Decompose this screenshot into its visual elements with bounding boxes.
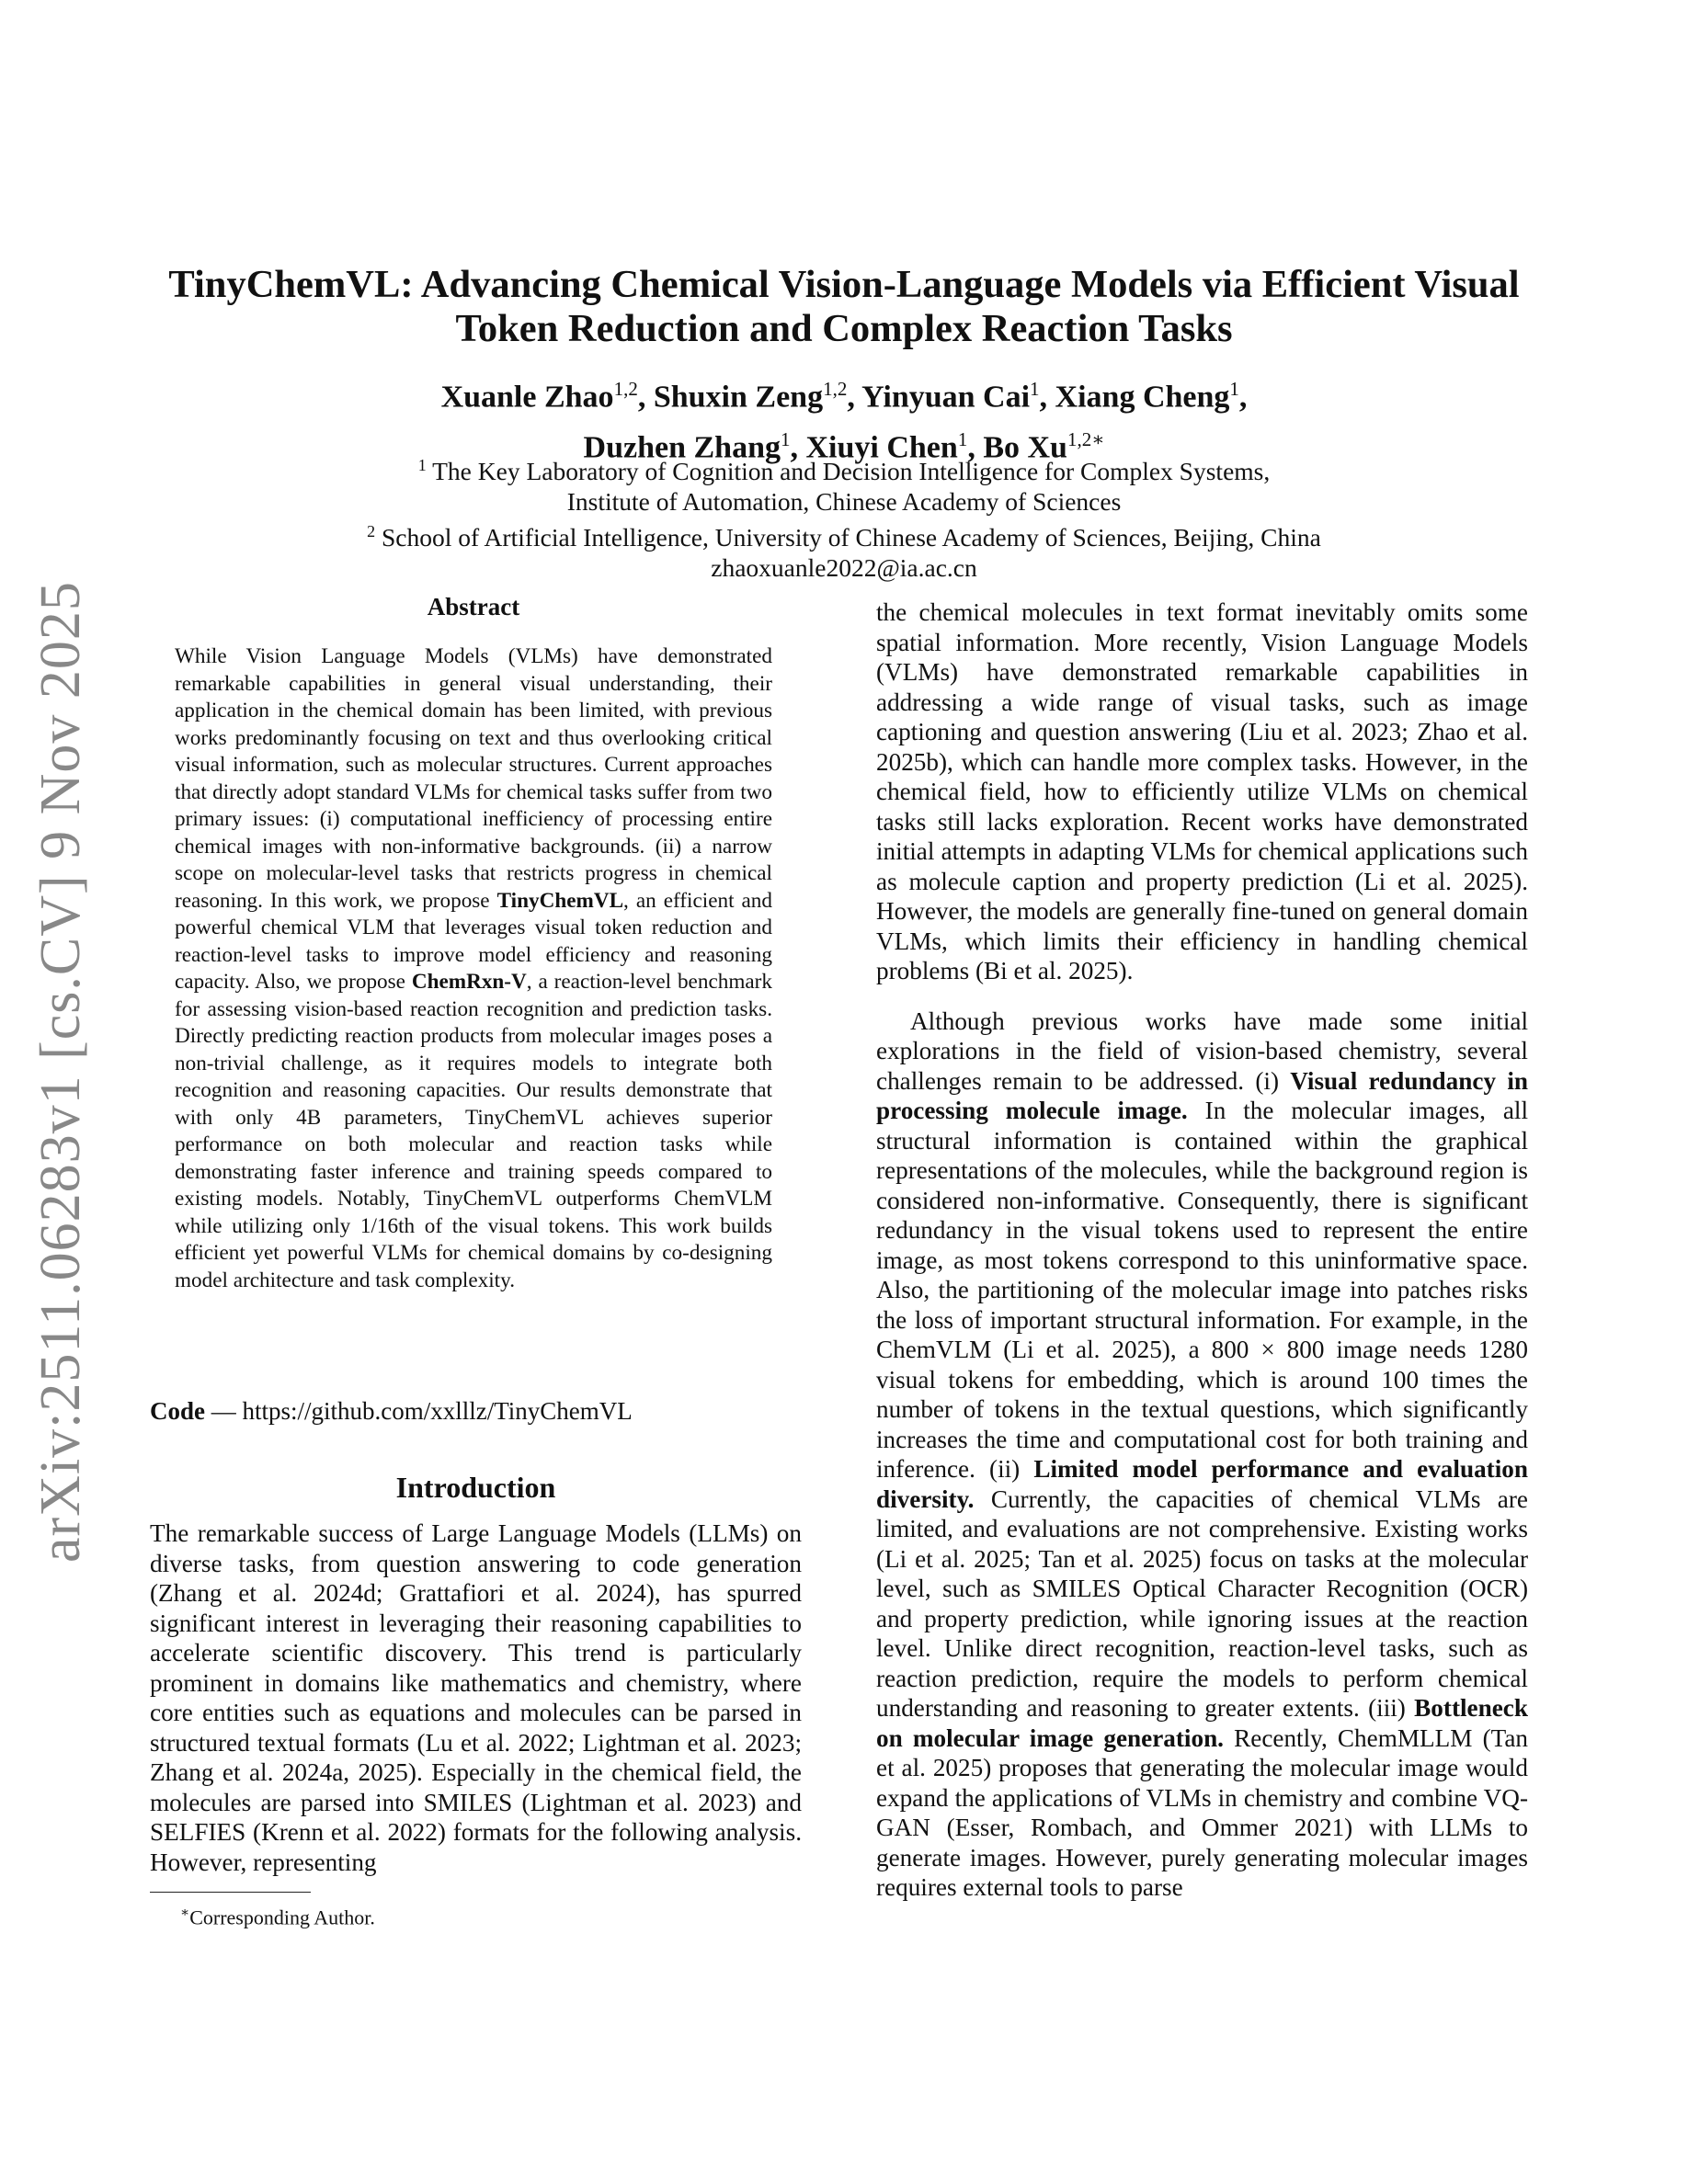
abstract-text: While Vision Language Models (VLMs) have demonstrated remarkable capabilities in general visual understanding, their application in the chemical domain has been limited, with previous works predominantly focusing on text and thus overlooking critical visual information, such as molecular structures. Current approaches that directly adopt standard VLMs for chemical tasks suffer from two primary issues: (i) computational inefficiency of processing entire chemical images with non-informative backgrounds. (ii) a narrow scope on molecular-level tasks that restricts progress in chemical reasoning. In this work, we propose [175,644,772,913]
abstract-model-name: TinyChemVL [496,888,624,913]
affiliation-2-line-1 [138,517,1550,553]
author-name: Xiuyi Chen [805,430,958,465]
title-line-1: TinyChemVL: Advancing Chemical Vision-Language Models via Efficient Visual [168,263,1520,306]
author-name: Duzhen Zhang [583,430,781,465]
affiliation-text: The Key Laboratory of Cognition and Decision Intelligence for Complex Systems, [426,457,1271,486]
footnote [180,1899,375,1931]
author-separator: , [1039,380,1055,415]
intro-paragraph-continued: the chemical molecules in text format inevitably omits some spatial information. More recently, Vision Language Models (VLMs) have demonstrated remarkable capabilities in addressing a wide range of visual tasks, such as image captioning and question answering (Liu et al. 2023; Zhao et al. 2025b), which can handle more complex tasks. However, in the chemical field, how to efficiently utilize VLMs on chemical tasks still lacks exploration. Recent works have demonstrated initial attempts in adapting VLMs for chemical applications such as molecule caption and property prediction (Li et al. 2025). However, the models are generally fine-tuned on general domain VLMs, which limits their efficiency in handling chemical problems (Bi et al. 2025). [876,598,1528,984]
paragraph-text: Currently, the capacities of chemical VLMs are limited, and evaluations are not comprehensive. Existing works (Li et al. 2025; Tan et al. 2025) focus on tasks at the molecular level, such as SMILES Optical Character Recognition (OCR) and property prediction, while ignoring issues at the reaction level. Unlike direct recognition, reaction-level tasks, such as reaction prediction, require the models to perform chemical understanding and reasoning to greater extents. (iii) [876,1484,1528,1722]
code-link-line [150,1395,802,1427]
challenge-2-title: Limited model performance and evaluation diversity. [876,1455,1528,1513]
author-affiliation: 1,2 [823,378,848,400]
abstract-benchmark-name: ChemRxn-V [411,970,527,994]
author-name: Yinyuan Cai [861,380,1031,415]
title-line-2: Token Reduction and Complex Reaction Tasks [455,307,1233,350]
affiliation-mark: 1 [417,456,427,474]
affiliation-1-line-1 [138,450,1550,487]
contact-email: zhaoxuanle2022@ia.ac.cn [711,552,977,582]
author-name: Bo Xu [983,430,1067,465]
affiliation-1-line-2: Institute of Automation, Chinese Academy of Sciences [566,486,1122,516]
challenge-3-title: Bottleneck on molecular image generation. [876,1694,1528,1752]
affiliation-text: School of Artificial Intelligence, University of Chinese Academy of Sciences, Beijing, China [375,523,1321,552]
footnote-mark: ∗ [180,1905,190,1920]
paragraph-text: In the molecular images, all structural information is contained within the graphical representations of the molecules, while the background region is considered non-informative. Consequently, there is significant redundancy in the visual tokens used to represent the entire image, as most tokens correspond to this uninformative space. Also, the partitioning of the molecular image into patches risks the loss of important structural information. For example, in the ChemVLM (Li et al. 2025), a 800 × 800 image needs 1280 visual tokens for embedding, which is around 100 times the number of tokens in the textual questions, which significantly increases the time and computational cost for both training and inference. (ii) [876,1097,1528,1483]
author-affiliation: 1 [780,428,791,451]
code-label: Code [150,1397,205,1425]
paragraph-text: Recently, ChemMLLM (Tan et al. 2025) proposes that generating the molecular image would expand the applications of VLMs in chemistry and combine VQ-GAN (Esser, Rombach, and Ommer 2021) with LLMs to generate images. However, purely generating molecular images requires external tools to parse [876,1723,1528,1901]
author-separator: , [847,380,862,415]
abstract-text: , an efficient and powerful chemical VLM that leverages visual token reduction and reaction-level tasks to improve model efficiency and reasoning capacity. Also, we propose [175,888,772,994]
author-separator: , [637,380,654,415]
introduction-heading: Introduction [395,1471,556,1504]
author-affiliation: 1,2 [613,378,638,400]
author-affiliation: 1 [1229,378,1239,400]
author-affiliation: 1 [957,428,968,451]
affiliation-mark: 2 [367,522,376,541]
right-column [876,597,1528,1903]
abstract-heading: Abstract [427,593,520,620]
author-name: Xiang Cheng [1055,380,1230,415]
intro-paragraph-challenges [876,1007,1528,1903]
abstract-body [175,643,772,1294]
paper-title [138,263,1550,351]
author-affiliation: 1,2∗ [1066,428,1105,451]
code-url-link[interactable]: https://github.com/xxlllz/TinyChemVL [242,1397,633,1425]
author-separator: , [1238,380,1248,415]
footnote-text: Corresponding Author. [189,1905,375,1929]
author-affiliation: 1 [1030,378,1040,400]
author-name: Xuanle Zhao [440,380,614,415]
footnote-divider [150,1892,311,1893]
author-line-1 [138,368,1550,418]
author-separator: , [967,430,984,465]
author-separator: , [790,430,806,465]
introduction-left-text: The remarkable success of Large Language Models (LLMs) on diverse tasks, from question answering to code generation (Zhang et al. 2024d; Grattafiori et al. 2024), has spurred significant interest in leveraging their reasoning capabilities to accelerate scientific discovery. This trend is particularly prominent in domains like mathematics and chemistry, where core entities such as equations and molecules can be parsed in structured textual formats (Lu et al. 2022; Lightman et al. 2023; Zhang et al. 2024a, 2025). Especially in the chemical field, the molecules are parsed into SMILES (Lightman et al. 2023) and SELFIES (Krenn et al. 2022) formats for the following analysis. However, representing [150,1519,802,1876]
author-name: Shuxin Zeng [653,380,824,415]
abstract-text: , a reaction-level benchmark for assessing vision-based reaction recognition and prediction tasks. Directly predicting reaction products from molecular images poses a non-trivial challenge, as it requires models to integrate both recognition and reasoning capacities. Our results demonstrate that with only 4B parameters, TinyChemVL achieves superior performance on both molecular and reaction tasks while demonstrating faster inference and training speeds compared to existing models. Notably, TinyChemVL outperforms ChemVLM while utilizing only 1/16th of the visual tokens. This work builds efficient yet powerful VLMs for chemical domains by co-designing model architecture and task complexity. [175,970,772,1292]
paragraph-text: Although previous works have made some initial explorations in the field of vision-based chemistry, several challenges remain to be addressed. (i) [876,1007,1528,1095]
code-separator: — [205,1397,243,1425]
affiliations [138,450,1550,583]
challenge-1-title: Visual redundancy in processing molecule image. [876,1066,1528,1124]
arxiv-stamp: arXiv:2511.06283v1 [cs.CV] 9 Nov 2025 [29,581,92,1563]
